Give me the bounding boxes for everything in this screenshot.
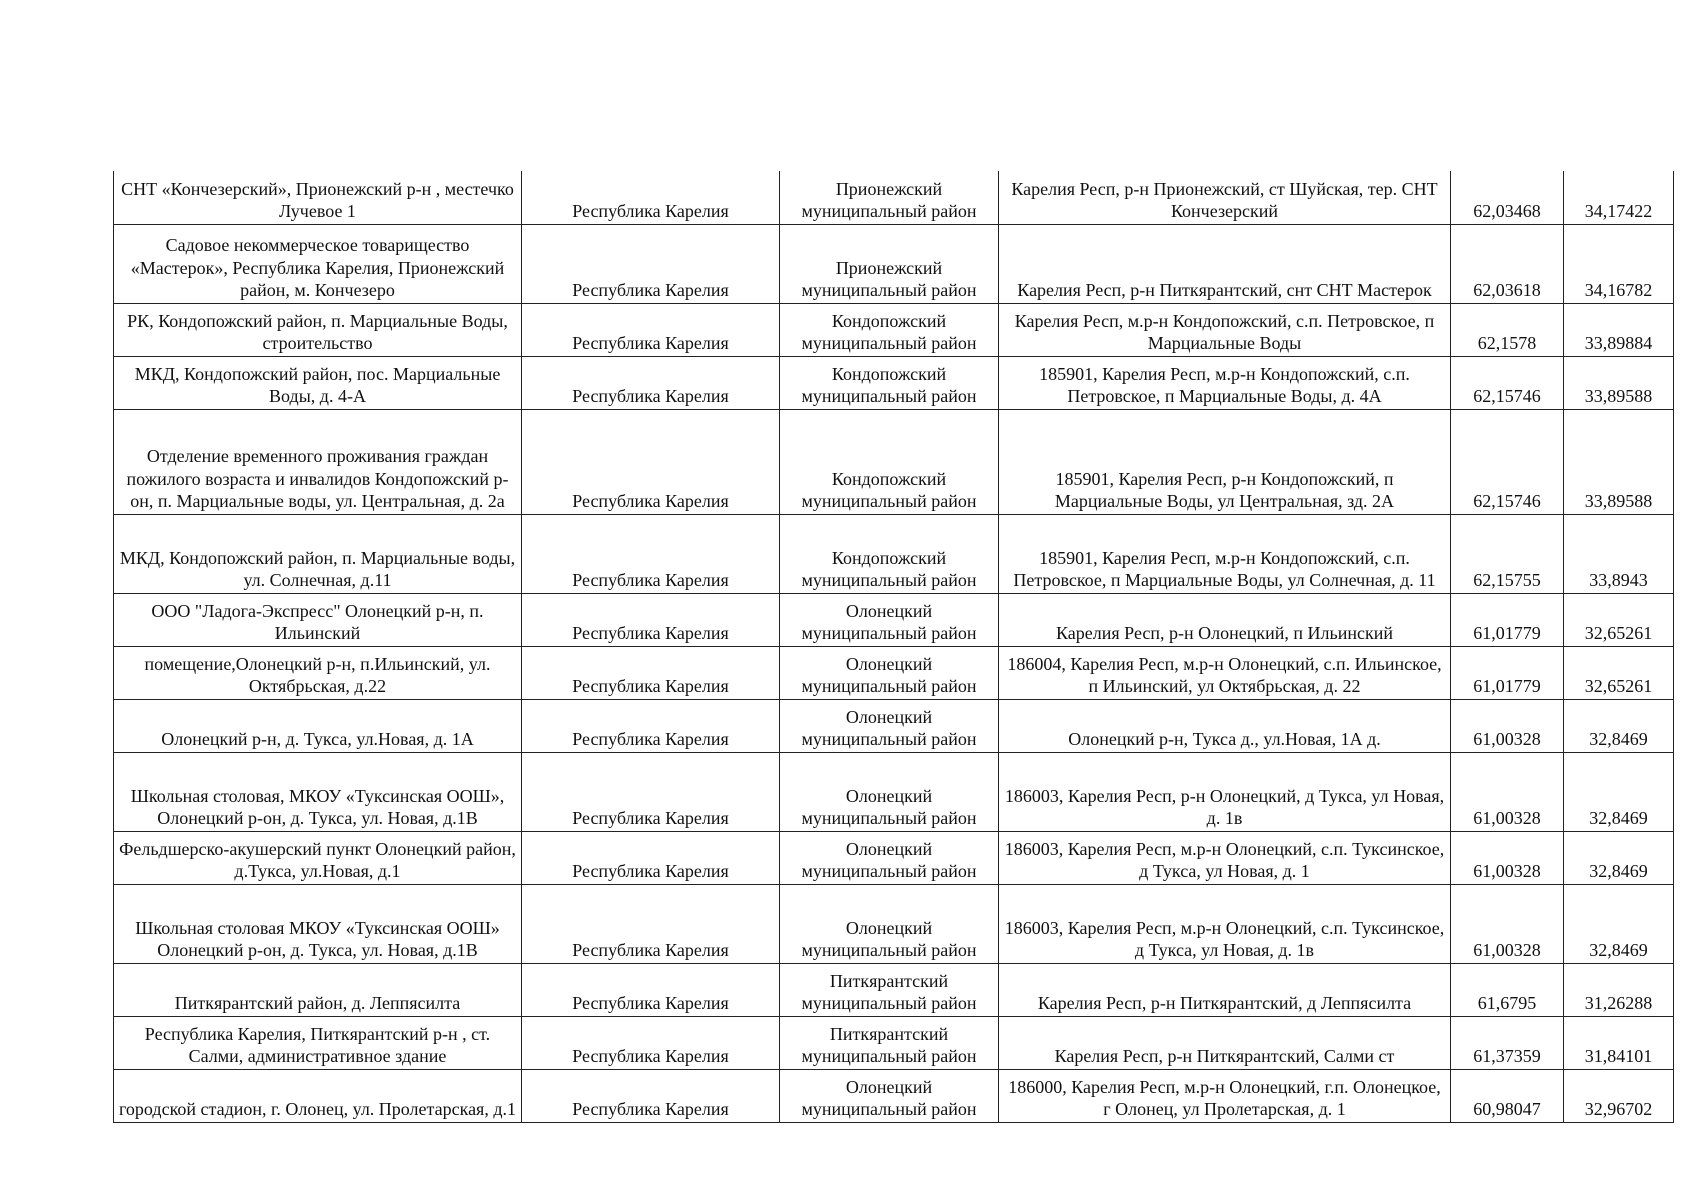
cell-address: 185901, Карелия Респ, м.р-н Кондопожский, с.п. Петровское, п Марциальные Воды, д. 4А xyxy=(999,356,1451,409)
cell-region: Республика Карелия xyxy=(522,831,780,884)
cell-longitude: 32,8469 xyxy=(1564,831,1674,884)
cell-object-name: помещение,Олонецкий р-н, п.Ильинский, ул. Октябрьская, д.22 xyxy=(114,646,522,699)
cell-object-name: МКД, Кондопожский район, пос. Марциальные Воды, д. 4-А xyxy=(114,356,522,409)
cell-latitude: 62,03468 xyxy=(1451,171,1564,224)
cell-longitude: 32,96702 xyxy=(1564,1069,1674,1122)
cell-object-name: ООО "Ладога-Экспресс" Олонецкий р-н, п. Ильинский xyxy=(114,593,522,646)
table-row xyxy=(114,646,1674,699)
cell-latitude: 62,1578 xyxy=(1451,303,1564,356)
cell-region: Республика Карелия xyxy=(522,409,780,514)
cell-longitude: 32,8469 xyxy=(1564,884,1674,963)
cell-district: Олонецкий муниципальный район xyxy=(780,699,999,752)
cell-address: 186003, Карелия Респ, м.р-н Олонецкий, с.п. Туксинское, д Тукса, ул Новая, д. 1в xyxy=(999,884,1451,963)
cell-region: Республика Карелия xyxy=(522,699,780,752)
cell-latitude: 61,6795 xyxy=(1451,963,1564,1016)
cell-latitude: 61,00328 xyxy=(1451,831,1564,884)
cell-latitude: 61,01779 xyxy=(1451,593,1564,646)
cell-district: Кондопожский муниципальный район xyxy=(780,514,999,593)
cell-address: Карелия Респ, р-н Питкярантский, д Леппясилта xyxy=(999,963,1451,1016)
cell-object-name: Фельдшерско-акушерский пункт Олонецкий район, д.Тукса, ул.Новая, д.1 xyxy=(114,831,522,884)
cell-object-name: Питкярантский район, д. Леппясилта xyxy=(114,963,522,1016)
cell-latitude: 61,00328 xyxy=(1451,752,1564,831)
cell-region: Республика Карелия xyxy=(522,884,780,963)
cell-district: Олонецкий муниципальный район xyxy=(780,646,999,699)
cell-address: 186004, Карелия Респ, м.р-н Олонецкий, с.п. Ильинское, п Ильинский, ул Октябрьская, д. 22 xyxy=(999,646,1451,699)
cell-district: Олонецкий муниципальный район xyxy=(780,752,999,831)
cell-latitude: 62,15746 xyxy=(1451,356,1564,409)
table-row xyxy=(114,409,1674,514)
cell-address: 186003, Карелия Респ, м.р-н Олонецкий, с.п. Туксинское, д Тукса, ул Новая, д. 1 xyxy=(999,831,1451,884)
cell-longitude: 31,84101 xyxy=(1564,1016,1674,1069)
cell-region: Республика Карелия xyxy=(522,224,780,303)
cell-object-name: Садовое некоммерческое товарищество «Мастерок», Республика Карелия, Прионежский район, м. Кончезеро xyxy=(114,224,522,303)
cell-region: Республика Карелия xyxy=(522,752,780,831)
cell-region: Республика Карелия xyxy=(522,1069,780,1122)
table-row xyxy=(114,356,1674,409)
table-row xyxy=(114,1069,1674,1122)
cell-region: Республика Карелия xyxy=(522,303,780,356)
cell-latitude: 62,15755 xyxy=(1451,514,1564,593)
cell-object-name: Отделение временного проживания граждан пожилого возраста и инвалидов Кондопожский р-он, п. Марциальные воды, ул. Центральная, д. 2а xyxy=(114,409,522,514)
table-row xyxy=(114,831,1674,884)
cell-object-name: Школьная столовая МКОУ «Туксинская ООШ» Олонецкий р-он, д. Тукса, ул. Новая, д.1В xyxy=(114,884,522,963)
cell-district: Питкярантский муниципальный район xyxy=(780,1016,999,1069)
cell-latitude: 61,00328 xyxy=(1451,699,1564,752)
locations-table-body xyxy=(114,171,1674,1122)
table-row xyxy=(114,224,1674,303)
cell-object-name: МКД, Кондопожский район, п. Марциальные воды, ул. Солнечная, д.11 xyxy=(114,514,522,593)
cell-longitude: 32,8469 xyxy=(1564,752,1674,831)
table-row xyxy=(114,699,1674,752)
cell-latitude: 60,98047 xyxy=(1451,1069,1564,1122)
cell-object-name: РК, Кондопожский район, п. Марциальные Воды, строительство xyxy=(114,303,522,356)
cell-longitude: 32,65261 xyxy=(1564,593,1674,646)
cell-region: Республика Карелия xyxy=(522,514,780,593)
cell-object-name: Олонецкий р-н, д. Тукса, ул.Новая, д. 1А xyxy=(114,699,522,752)
cell-address: Карелия Респ, р-н Питкярантский, снт СНТ Мастерок xyxy=(999,224,1451,303)
cell-region: Республика Карелия xyxy=(522,646,780,699)
cell-longitude: 33,89588 xyxy=(1564,409,1674,514)
cell-district: Олонецкий муниципальный район xyxy=(780,1069,999,1122)
cell-longitude: 33,8943 xyxy=(1564,514,1674,593)
cell-district: Кондопожский муниципальный район xyxy=(780,303,999,356)
cell-region: Республика Карелия xyxy=(522,356,780,409)
cell-address: 186003, Карелия Респ, р-н Олонецкий, д Тукса, ул Новая, д. 1в xyxy=(999,752,1451,831)
cell-address: Олонецкий р-н, Тукса д., ул.Новая, 1А д. xyxy=(999,699,1451,752)
cell-object-name: городской стадион, г. Олонец, ул. Пролетарская, д.1 xyxy=(114,1069,522,1122)
cell-address: 186000, Карелия Респ, м.р-н Олонецкий, г.п. Олонецкое, г Олонец, ул Пролетарская, д. 1 xyxy=(999,1069,1451,1122)
cell-address: Карелия Респ, р-н Прионежский, ст Шуйская, тер. СНТ Кончезерский xyxy=(999,171,1451,224)
cell-object-name: Школьная столовая, МКОУ «Туксинская ООШ», Олонецкий р-он, д. Тукса, ул. Новая, д.1В xyxy=(114,752,522,831)
cell-longitude: 34,17422 xyxy=(1564,171,1674,224)
cell-object-name: СНТ «Кончезерский», Прионежский р-н , местечко Лучевое 1 xyxy=(114,171,522,224)
cell-district: Кондопожский муниципальный район xyxy=(780,409,999,514)
table-row xyxy=(114,884,1674,963)
cell-district: Олонецкий муниципальный район xyxy=(780,593,999,646)
cell-region: Республика Карелия xyxy=(522,593,780,646)
table-row xyxy=(114,1016,1674,1069)
cell-address: Карелия Респ, р-н Питкярантский, Салми ст xyxy=(999,1016,1451,1069)
cell-district: Олонецкий муниципальный район xyxy=(780,884,999,963)
cell-longitude: 32,8469 xyxy=(1564,699,1674,752)
cell-latitude: 61,01779 xyxy=(1451,646,1564,699)
table-row xyxy=(114,593,1674,646)
cell-district: Прионежский муниципальный район xyxy=(780,224,999,303)
table-row xyxy=(114,963,1674,1016)
cell-latitude: 61,00328 xyxy=(1451,884,1564,963)
cell-address: 185901, Карелия Респ, м.р-н Кондопожский, с.п. Петровское, п Марциальные Воды, ул Солнечная, д. 11 xyxy=(999,514,1451,593)
cell-object-name: Республика Карелия, Питкярантский р-н , ст. Салми, административное здание xyxy=(114,1016,522,1069)
table-row xyxy=(114,171,1674,224)
cell-latitude: 62,15746 xyxy=(1451,409,1564,514)
table-row xyxy=(114,303,1674,356)
cell-district: Кондопожский муниципальный район xyxy=(780,356,999,409)
table-row xyxy=(114,752,1674,831)
cell-longitude: 33,89588 xyxy=(1564,356,1674,409)
cell-address: Карелия Респ, р-н Олонецкий, п Ильинский xyxy=(999,593,1451,646)
cell-latitude: 62,03618 xyxy=(1451,224,1564,303)
cell-longitude: 34,16782 xyxy=(1564,224,1674,303)
cell-longitude: 33,89884 xyxy=(1564,303,1674,356)
cell-region: Республика Карелия xyxy=(522,171,780,224)
cell-address: 185901, Карелия Респ, р-н Кондопожский, п Марциальные Воды, ул Центральная, зд. 2А xyxy=(999,409,1451,514)
locations-table xyxy=(113,171,1674,1123)
cell-address: Карелия Респ, м.р-н Кондопожский, с.п. Петровское, п Марциальные Воды xyxy=(999,303,1451,356)
table-row xyxy=(114,514,1674,593)
cell-district: Прионежский муниципальный район xyxy=(780,171,999,224)
cell-region: Республика Карелия xyxy=(522,963,780,1016)
cell-longitude: 31,26288 xyxy=(1564,963,1674,1016)
cell-region: Республика Карелия xyxy=(522,1016,780,1069)
cell-longitude: 32,65261 xyxy=(1564,646,1674,699)
cell-district: Олонецкий муниципальный район xyxy=(780,831,999,884)
cell-district: Питкярантский муниципальный район xyxy=(780,963,999,1016)
cell-latitude: 61,37359 xyxy=(1451,1016,1564,1069)
